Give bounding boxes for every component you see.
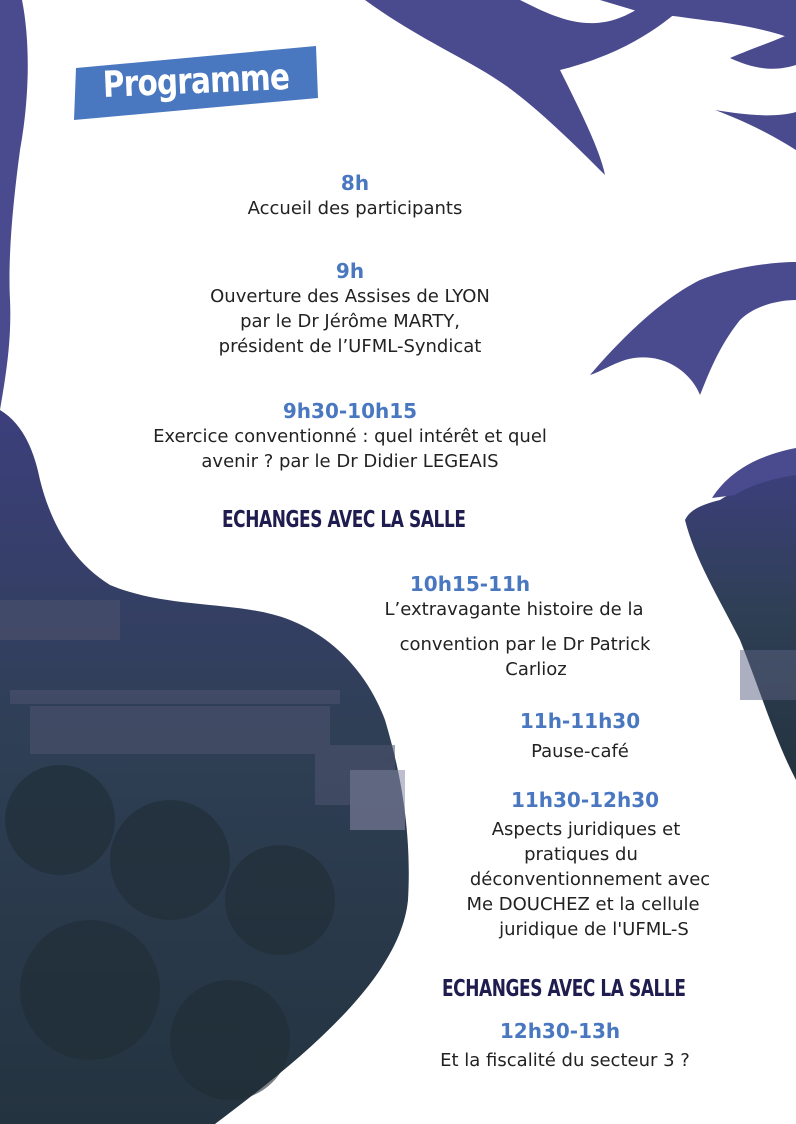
schedule-line: Ouverture des Assises de LYON <box>210 286 490 307</box>
session-heading-echanges-2: ECHANGES AVEC LA SALLE <box>442 976 686 1002</box>
bird-4 <box>715 110 796 150</box>
city-right-detail <box>740 650 796 700</box>
bird-5 <box>590 262 796 395</box>
schedule-line: avenir ? par le Dr Didier LEGEAIS <box>201 451 499 472</box>
schedule-line: Me DOUCHEZ et la cellule <box>466 894 700 915</box>
bird-1 <box>365 0 690 175</box>
schedule-time: 10h15-11h <box>409 572 531 596</box>
schedule-item-1 <box>200 170 510 221</box>
schedule-item-6 <box>420 787 760 942</box>
schedule-line: Aspects juridiques et <box>491 819 681 840</box>
schedule-time: 11h30-12h30 <box>510 788 660 812</box>
schedule-line: Et la fiscalité du secteur 3 ? <box>440 1050 690 1071</box>
bird-3 <box>730 30 796 69</box>
schedule-time: 8h <box>340 171 370 195</box>
schedule-line: pratiques du <box>524 844 638 865</box>
schedule-line: président de l’UFML-Syndicat <box>218 336 482 357</box>
schedule-item-3 <box>110 398 590 474</box>
session-heading-echanges-1: ECHANGES AVEC LA SALLE <box>222 507 466 533</box>
schedule-line: Carlioz <box>505 659 567 680</box>
schedule-time: 11h-11h30 <box>519 709 641 733</box>
schedule-line: convention par le Dr Patrick <box>399 634 651 655</box>
schedule-item-4 <box>360 571 690 682</box>
schedule-line: par le Dr Jérôme MARTY, <box>240 311 460 332</box>
schedule-line: L’extravagante histoire de la <box>384 599 644 620</box>
schedule-line: déconventionnement avec <box>469 869 711 890</box>
page-title: Programme <box>102 56 290 107</box>
schedule-item-2 <box>180 258 520 359</box>
schedule-line: juridique de l'UFML-S <box>499 919 689 940</box>
schedule-item-5 <box>475 708 685 764</box>
schedule-line: Exercice conventionné : quel intérêt et quel <box>153 426 547 447</box>
schedule-line: Pause-café <box>531 741 629 762</box>
schedule-time: 9h30-10h15 <box>282 399 418 423</box>
schedule-time: 9h <box>335 259 365 283</box>
schedule-line: Accueil des participants <box>247 198 463 219</box>
schedule-time: 12h30-13h <box>499 1019 621 1043</box>
schedule-item-7 <box>400 1018 730 1073</box>
head-silhouette-upper <box>0 0 28 410</box>
city-photo-right <box>685 470 796 780</box>
